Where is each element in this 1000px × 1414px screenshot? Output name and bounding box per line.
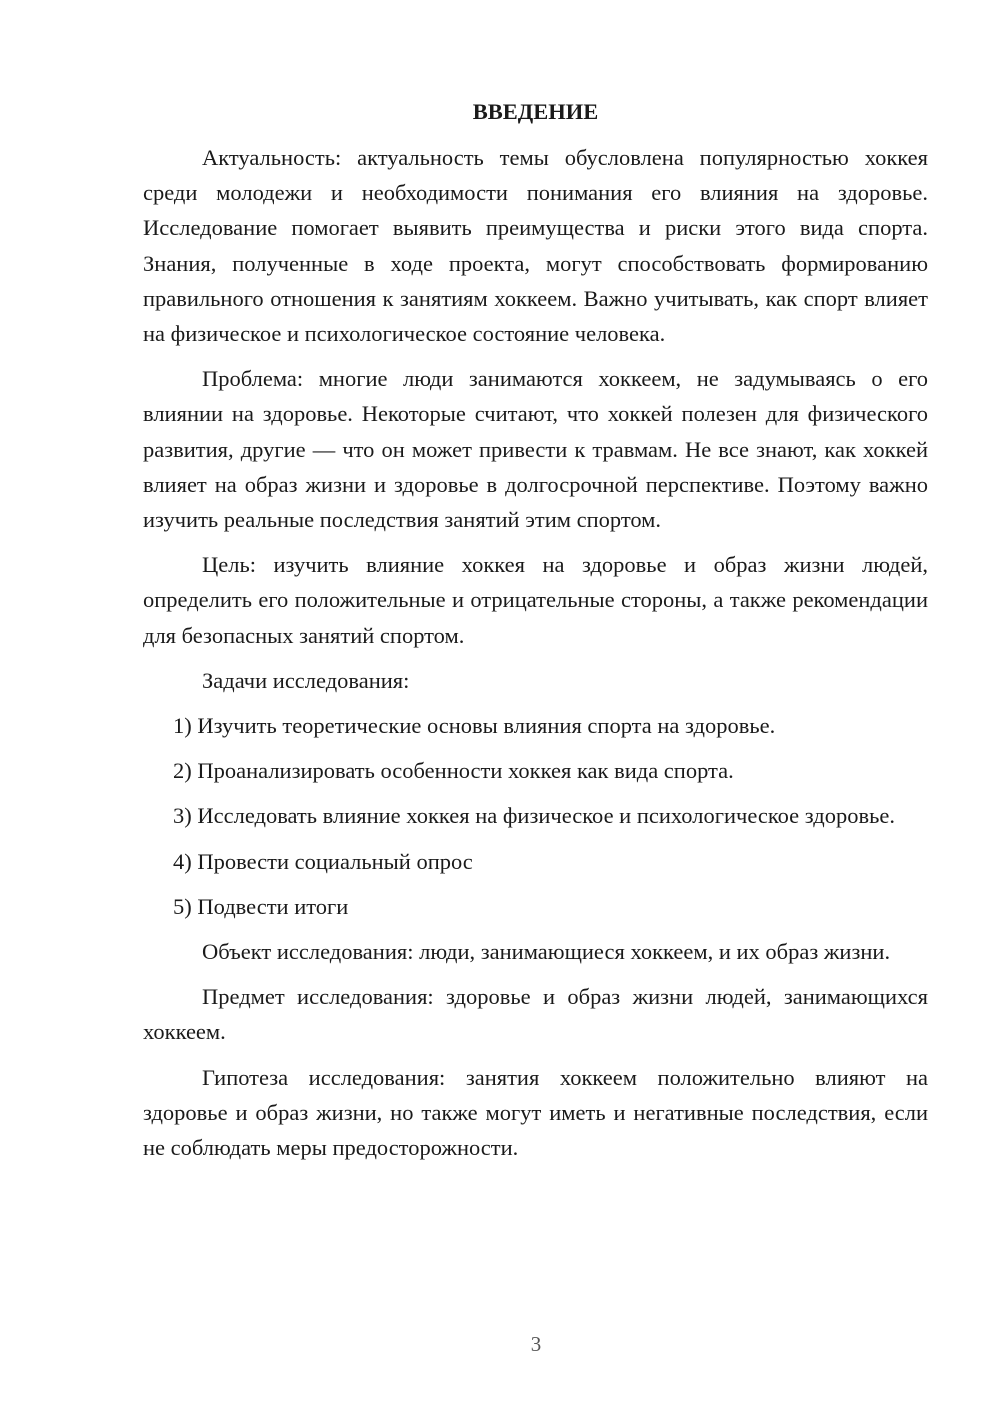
task-item-2: 2) Проанализировать особенности хоккея как вида спорта. [173, 758, 734, 784]
task-item-3: 3) Исследовать влияние хоккея на физическое и психологическое здоровье. [173, 803, 895, 829]
page-number: 3 [530, 1332, 542, 1356]
task-item-4: 4) Провести социальный опрос [173, 848, 473, 874]
task-item-5: 5) Подвести итоги [173, 893, 349, 919]
paragraph-relevance: Актуальность: актуальность темы обусловлена популярностью хоккея среди молодежи и необходимости понимания его влияния на здоровье. Исследование помогает выявить преимущества и риски этого вида спорта. Знания, полученные в ходе проекта, могут способствовать формированию правильного отношения к занятиям хоккеем. Важно учитывать, как спорт влияет на физическое и психологическое состояние человека. [143, 145, 928, 347]
paragraph-tasks-heading: Задачи исследования: [202, 667, 410, 693]
paragraph-object: Объект исследования: люди, занимающиеся хоккеем, и их образ жизни. [202, 939, 891, 965]
page-content [143, 94, 928, 1175]
paragraph-problem: Проблема: многие люди занимаются хоккеем, не задумываясь о его влиянии на здоровье. Некоторые считают, что хоккей полезен для физического развития, другие — что он может привести к травмам. Не все знают, как хоккей влияет на образ жизни и здоровье в долгосрочной перспективе. Поэтому важно изучить реальные последствия занятий этим спортом. [143, 366, 928, 533]
paragraph-subject: Предмет исследования: здоровье и образ жизни людей, занимающихся хоккеем. [143, 984, 928, 1045]
paragraph-goal: Цель: изучить влияние хоккея на здоровье и образ жизни людей, определить его положительные и отрицательные стороны, а также рекомендации для безопасных занятий спортом. [143, 552, 928, 648]
paragraph-hypothesis: Гипотеза исследования: занятия хоккеем положительно влияют на здоровье и образ жизни, но также могут иметь и негативные последствия, если не соблюдать меры предосторожности. [143, 1064, 928, 1161]
section-title: ВВЕДЕНИЕ [472, 99, 599, 124]
task-item-1: 1) Изучить теоретические основы влияния спорта на здоровье. [173, 713, 776, 739]
